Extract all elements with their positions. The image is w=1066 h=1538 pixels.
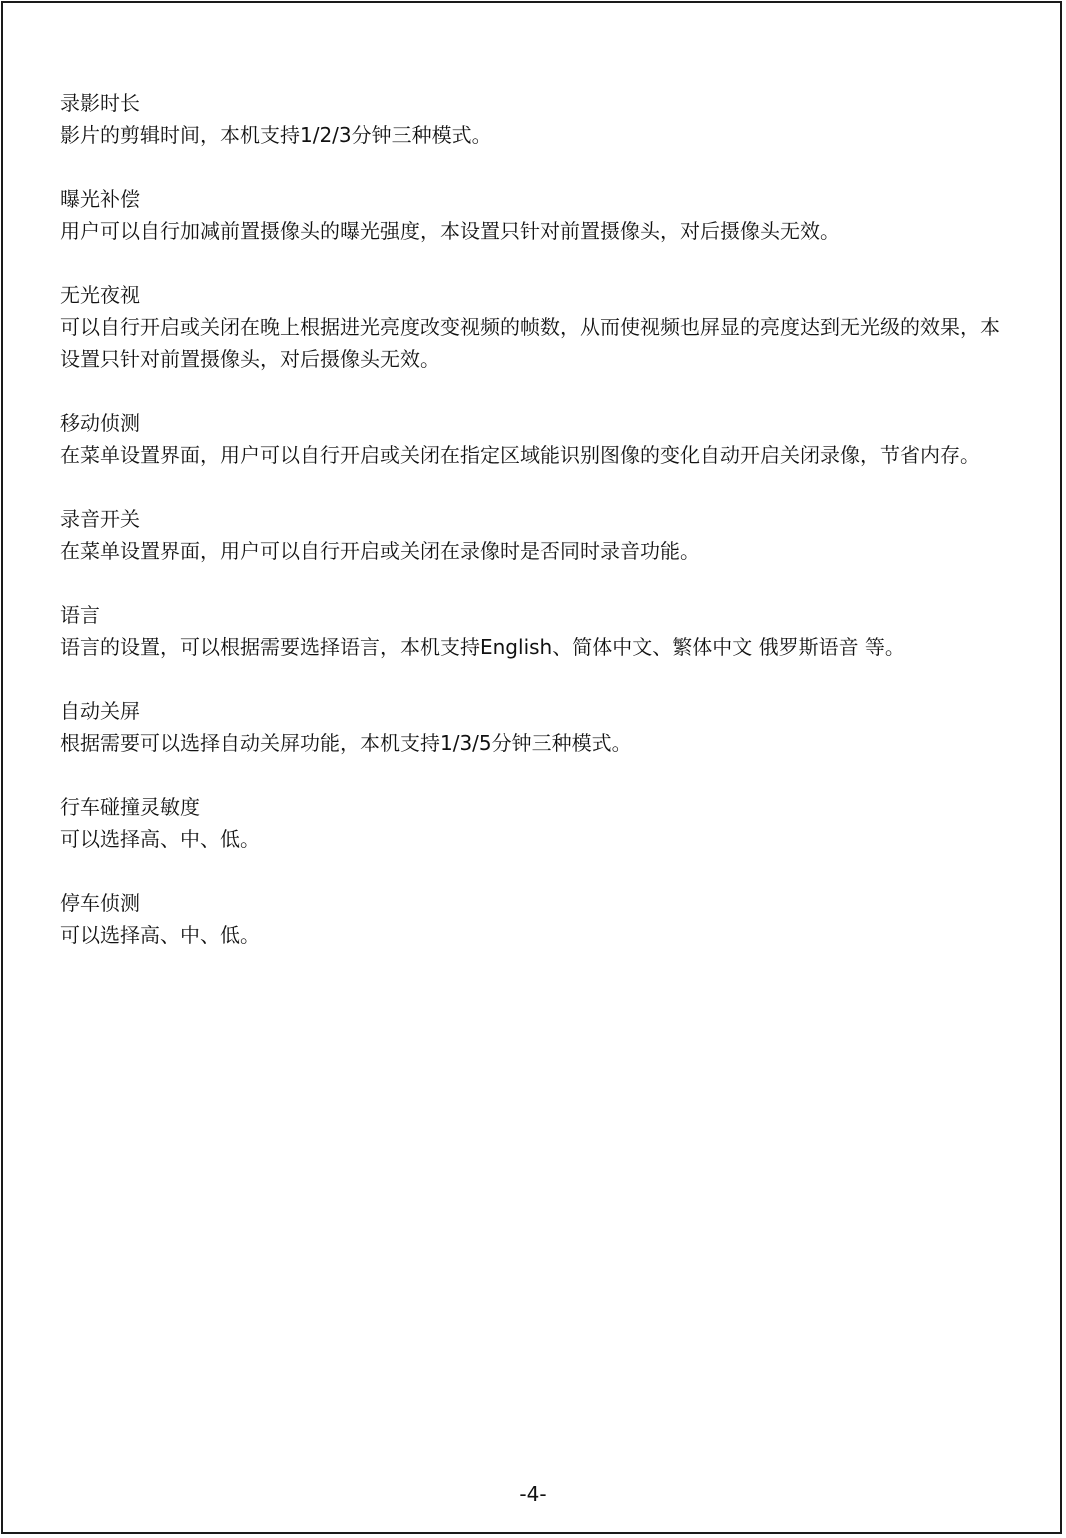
section-recording-duration <box>60 87 1000 151</box>
section-parking-detection <box>60 887 1000 951</box>
section-exposure-compensation <box>60 183 1000 247</box>
section-night-vision <box>60 279 1000 375</box>
section-title: 移动侦测 <box>60 411 140 435</box>
section-body: 影片的剪辑时间，本机支持1/2/3分钟三种模式。 <box>60 123 492 147</box>
section-body: 在菜单设置界面，用户可以自行开启或关闭在指定区域能识别图像的变化自动开启关闭录像，节省内存。 <box>60 443 980 467</box>
section-language <box>60 599 1000 663</box>
section-body: 语言的设置，可以根据需要选择语言，本机支持English、简体中文、繁体中文 俄罗斯语音 等。 <box>60 635 905 659</box>
document-content <box>60 87 1000 983</box>
section-title: 行车碰撞灵敏度 <box>60 795 200 819</box>
page-number: -4- <box>519 1482 547 1506</box>
section-body: 可以选择高、中、低。 <box>60 923 260 947</box>
section-title: 曝光补偿 <box>60 187 140 211</box>
section-title: 无光夜视 <box>60 283 140 307</box>
section-audio-recording <box>60 503 1000 567</box>
section-body: 根据需要可以选择自动关屏功能，本机支持1/3/5分钟三种模式。 <box>60 731 632 755</box>
section-title: 录音开关 <box>60 507 140 531</box>
section-body: 可以自行开启或关闭在晚上根据进光亮度改变视频的帧数，从而使视频也屏显的亮度达到无光级的效果，本设置只针对前置摄像头，对后摄像头无效。 <box>60 315 1000 371</box>
section-title: 语言 <box>60 603 100 627</box>
section-body: 用户可以自行加减前置摄像头的曝光强度，本设置只针对前置摄像头，对后摄像头无效。 <box>60 219 840 243</box>
section-title: 录影时长 <box>60 91 140 115</box>
section-auto-screen-off <box>60 695 1000 759</box>
section-title: 停车侦测 <box>60 891 140 915</box>
section-title: 自动关屏 <box>60 699 140 723</box>
section-body: 可以选择高、中、低。 <box>60 827 260 851</box>
section-body: 在菜单设置界面，用户可以自行开启或关闭在录像时是否同时录音功能。 <box>60 539 700 563</box>
section-collision-sensitivity <box>60 791 1000 855</box>
section-motion-detection <box>60 407 1000 471</box>
